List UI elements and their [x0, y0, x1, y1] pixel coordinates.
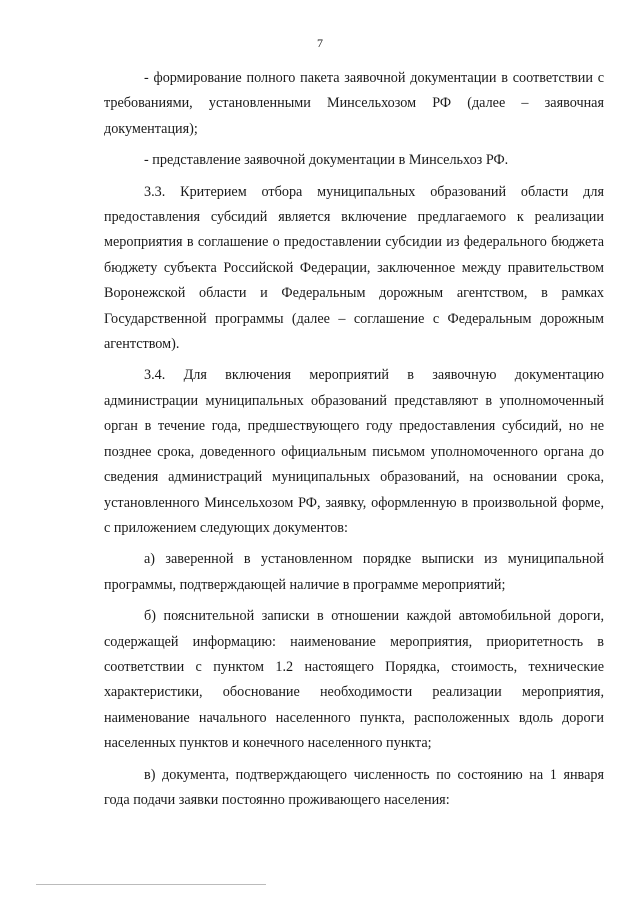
- paragraph-documentation-formation: - формирование полного пакета заявочной документации в соответствии с требованиями, установленными Минсельхозом РФ (далее – заявочная документация);: [104, 70, 604, 137]
- paragraph-documentation-submission: - представление заявочной документации в Минсельхоз РФ.: [144, 152, 509, 169]
- paragraph-item-a: а) заверенной в установленном порядке выписки из муниципальной программы, подтверждающей наличие в программе мероприятий;: [104, 551, 604, 593]
- paragraph-3-3: 3.3. Критерием отбора муниципальных образований области для предоставления субсидий является включение предлагаемого к реализации мероприятия в соглашение о предоставлении субсидии из федерального бюджета бюджету субъекта Российской Федерации, заключенное между правительством Воронежской области и Федеральным дорожным агентством, в рамках Государственной программы (далее – соглашение с Федеральным дорожным агентством).: [104, 183, 604, 353]
- paragraph-3-4: 3.4. Для включения мероприятий в заявочную документацию администрации муниципальных образований представляют в уполномоченный орган в течение года, предшествующего году предоставления субсидий, но не позднее срока, доведенного официальным письмом уполномоченного органа до сведения администраций муниципальных образований, на основании срока, установленного Минсельхозом РФ, заявку, оформленную в произвольной форме, с приложением следующих документов:: [104, 367, 604, 536]
- paragraph-item-b: б) пояснительной записки в отношении каждой автомобильной дороги, содержащей информацию: наименование мероприятия, приоритетность в соответствии с пунктом 1.2 настоящего Порядка, стоимость, технические характеристики, обоснование необходимости реализации мероприятия, наименование начального населенного пункта, расположенных вдоль дороги населенных пунктов и конечного населенного пункта;: [104, 608, 604, 752]
- document-body: [104, 66, 604, 819]
- paragraph-item-v: в) документа, подтверждающего численность по состоянию на 1 января года подачи заявки постоянно проживающего населения:: [104, 766, 604, 808]
- page-number: 7: [317, 36, 323, 50]
- footer-divider: [36, 884, 266, 885]
